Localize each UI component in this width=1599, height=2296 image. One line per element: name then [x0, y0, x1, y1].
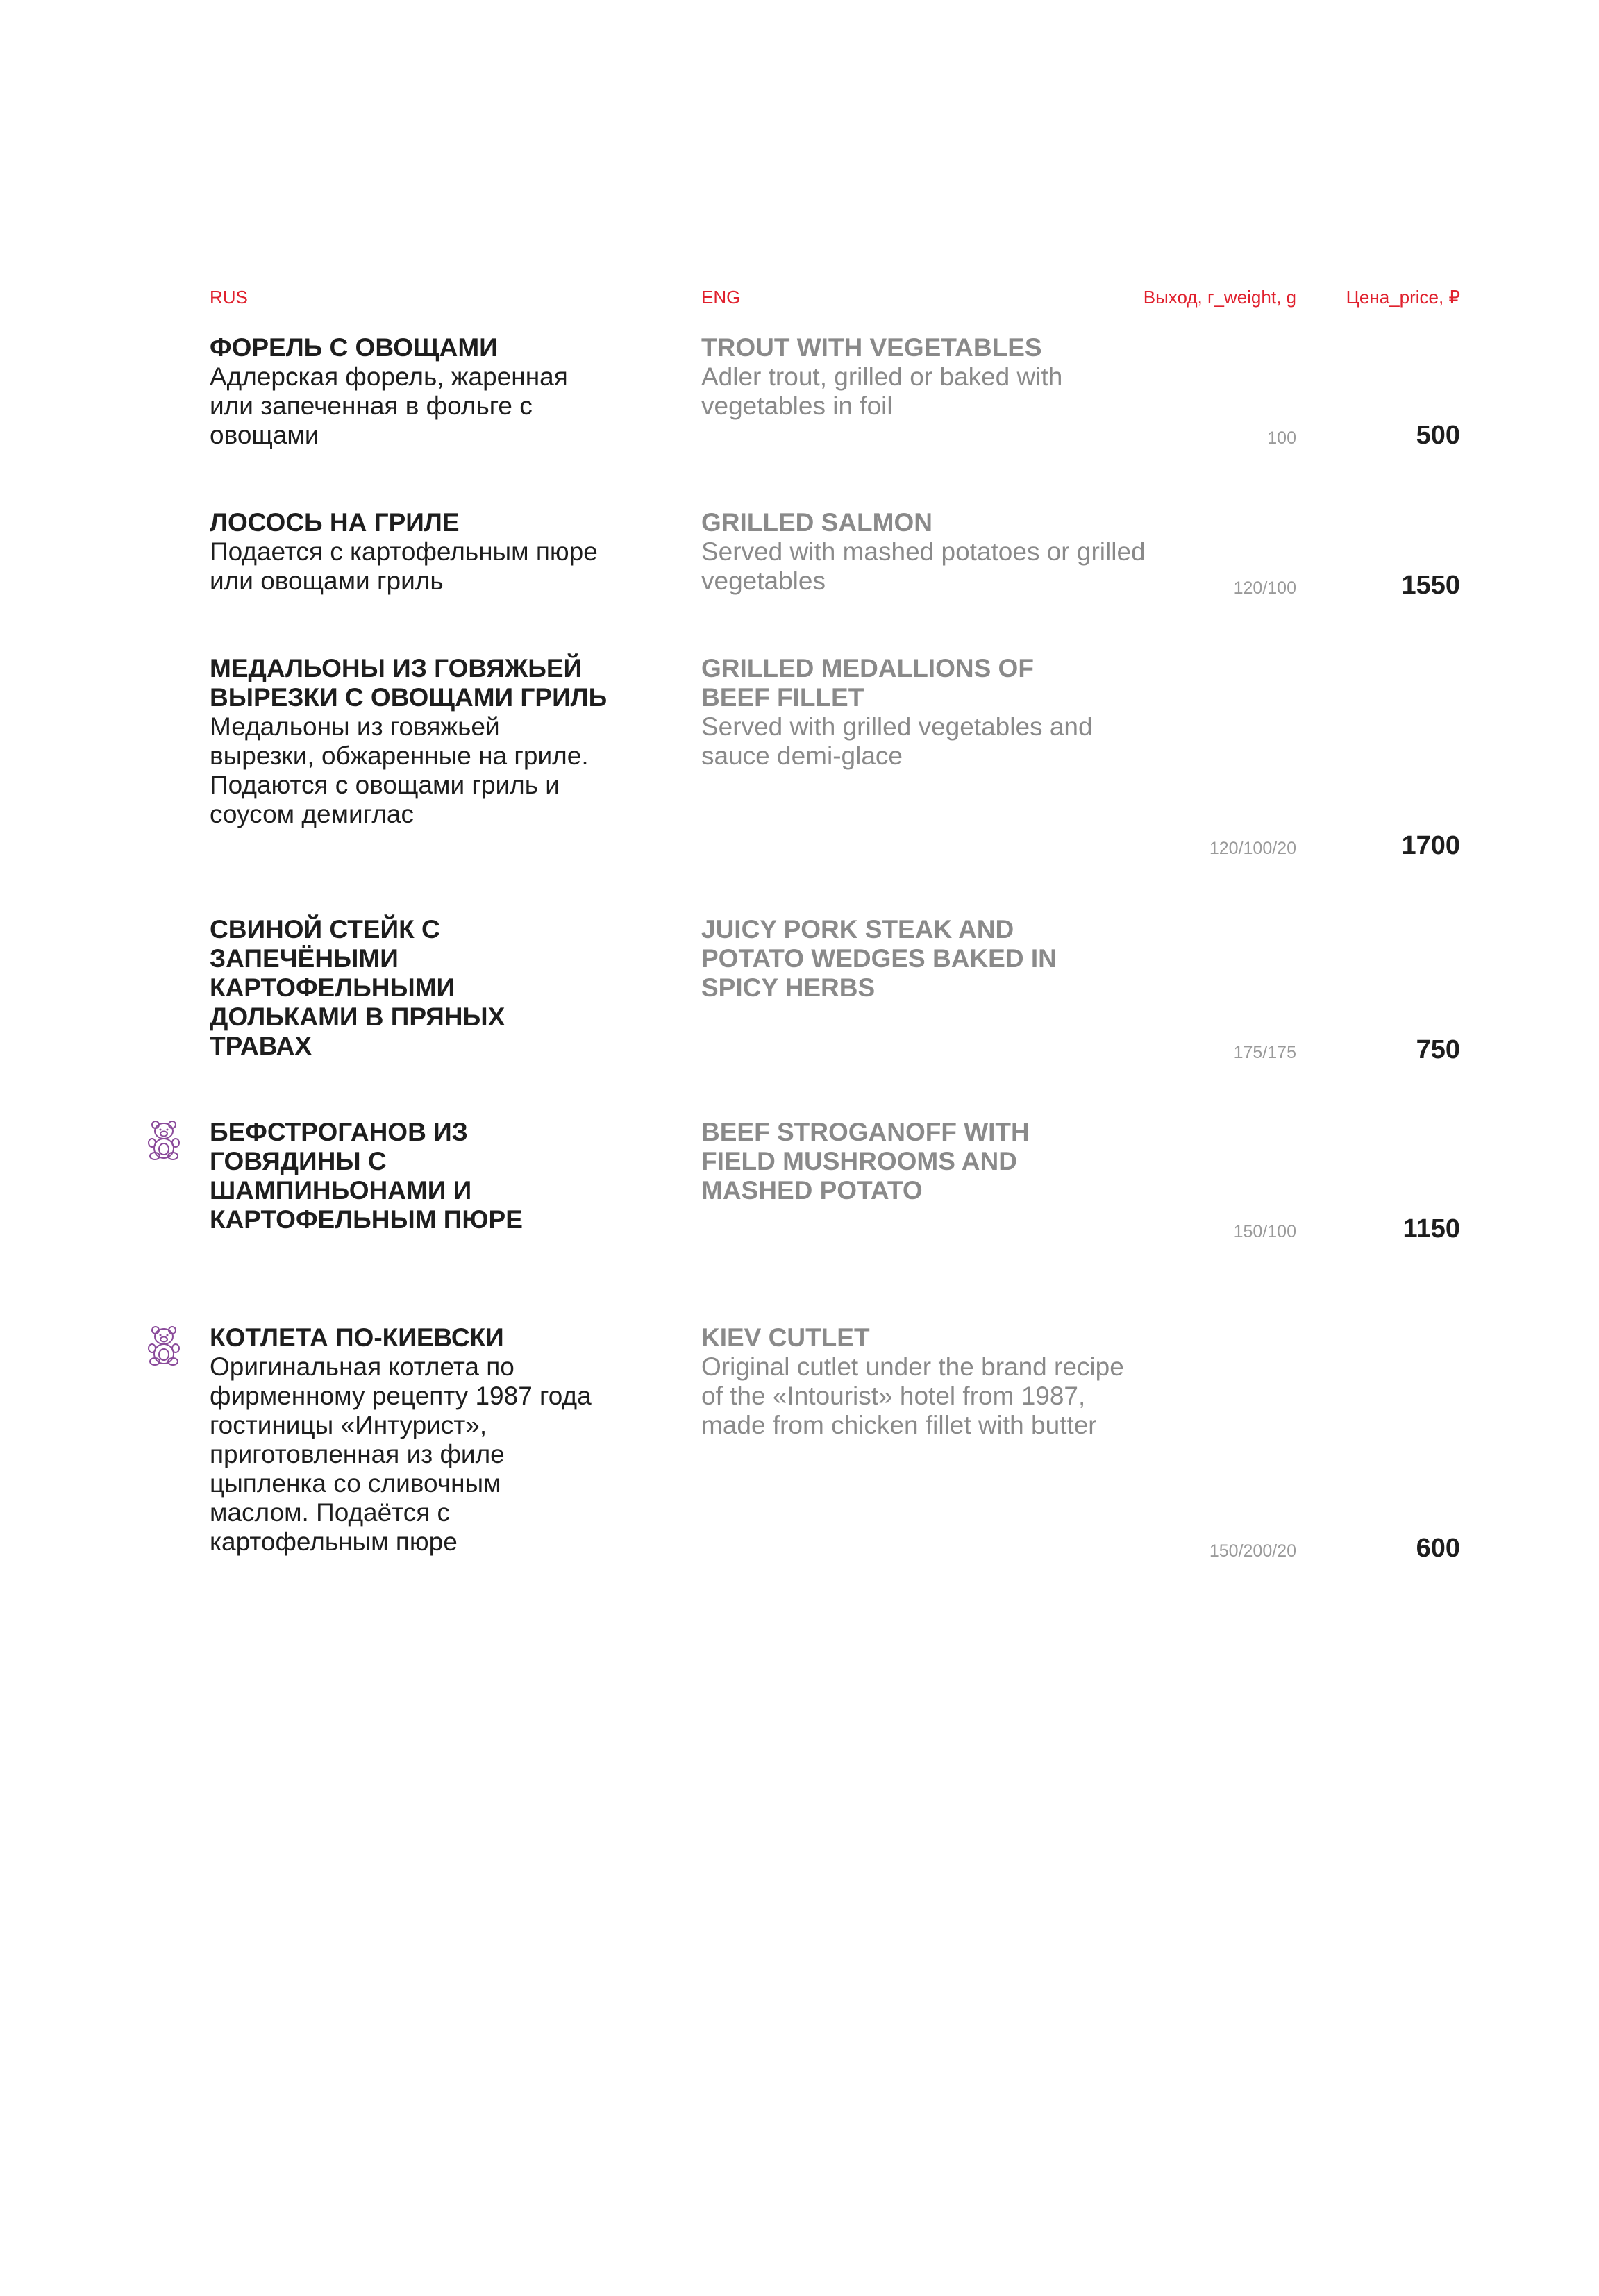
- column-header-eng: ENG: [701, 287, 741, 308]
- rus-block: [210, 1118, 626, 1234]
- rus-title: МЕДАЛЬОНЫ ИЗ ГОВЯЖЬЕЙ ВЫРЕЗКИ С ОВОЩАМИ ГРИЛЬ: [210, 654, 608, 712]
- eng-block: [701, 333, 1146, 421]
- eng-title: GRILLED MEDALLIONS OF BEEF FILLET: [701, 654, 1034, 712]
- rus-description: Оригинальная котлета по фирменному рецепту 1987 года гостиницы «Интурист», приготовленная из филе цыпленка со сливочным маслом. Подаётся с картофельным пюре: [210, 1352, 592, 1556]
- eng-description: Served with grilled vegetables and sauce demi-glace: [701, 712, 1093, 770]
- weight-value: 120/100/20: [1209, 839, 1296, 858]
- eng-title: KIEV CUTLET: [701, 1323, 870, 1352]
- weight-value: 175/175: [1233, 1043, 1296, 1062]
- weight-value: 150/200/20: [1209, 1541, 1296, 1561]
- teddy-bear-icon: [146, 1325, 182, 1366]
- rus-description: Подается с картофельным пюре или овощами гриль: [210, 537, 598, 595]
- eng-title: JUICY PORK STEAK AND POTATO WEDGES BAKED IN SPICY HERBS: [701, 915, 1057, 1002]
- column-header-price: Цена_price, ₽: [1346, 287, 1460, 308]
- eng-title: BEEF STROGANOFF WITH FIELD MUSHROOMS AND MASHED POTATO: [701, 1118, 1030, 1205]
- eng-description: Original cutlet under the brand recipe of the «Intourist» hotel from 1987, made from chicken fillet with butter: [701, 1352, 1124, 1439]
- rus-title: ЛОСОСЬ НА ГРИЛЕ: [210, 508, 460, 537]
- weight-value: 120/100: [1233, 578, 1296, 598]
- eng-description: Adler trout, grilled or baked with vegetables in foil: [701, 362, 1063, 420]
- price-value: 600: [1416, 1534, 1460, 1563]
- rus-title: СВИНОЙ СТЕЙК С ЗАПЕЧЁНЫМИ КАРТОФЕЛЬНЫМИ ДОЛЬКАМИ В ПРЯНЫХ ТРАВАХ: [210, 915, 505, 1060]
- weight-value: 100: [1267, 428, 1296, 448]
- rus-title: БЕФСТРОГАНОВ ИЗ ГОВЯДИНЫ С ШАМПИНЬОНАМИ И КАРТОФЕЛЬНЫМ ПЮРЕ: [210, 1118, 523, 1234]
- price-value: 500: [1416, 421, 1460, 450]
- eng-block: [701, 508, 1146, 596]
- weight-value: 150/100: [1233, 1222, 1296, 1241]
- rus-block: [210, 508, 626, 596]
- rus-block: [210, 1323, 626, 1557]
- teddy-bear-icon: [146, 1119, 182, 1161]
- price-value: 1550: [1401, 571, 1460, 600]
- rus-block: [210, 333, 626, 450]
- rus-title: ФОРЕЛЬ С ОВОЩАМИ: [210, 333, 498, 362]
- price-value: 750: [1416, 1035, 1460, 1064]
- column-header-rus: RUS: [210, 287, 248, 308]
- rus-block: [210, 654, 626, 829]
- eng-block: [701, 915, 1146, 1003]
- rus-description: Адлерская форель, жаренная или запеченная в фольге с овощами: [210, 362, 568, 449]
- eng-title: GRILLED SALMON: [701, 508, 932, 537]
- price-value: 1150: [1403, 1214, 1460, 1243]
- price-value: 1700: [1401, 831, 1460, 860]
- eng-title: TROUT WITH VEGETABLES: [701, 333, 1042, 362]
- rus-title: КОТЛЕТА ПО-КИЕВСКИ: [210, 1323, 504, 1352]
- column-header-weight: Выход, г_weight, g: [1143, 287, 1296, 308]
- eng-description: Served with mashed potatoes or grilled vegetables: [701, 537, 1146, 595]
- eng-block: [701, 1118, 1146, 1205]
- rus-description: Медальоны из говяжьей вырезки, обжаренные на гриле. Подаются с овощами гриль и соусом демиглас: [210, 712, 589, 828]
- eng-block: [701, 1323, 1146, 1440]
- rus-block: [210, 915, 626, 1061]
- eng-block: [701, 654, 1146, 771]
